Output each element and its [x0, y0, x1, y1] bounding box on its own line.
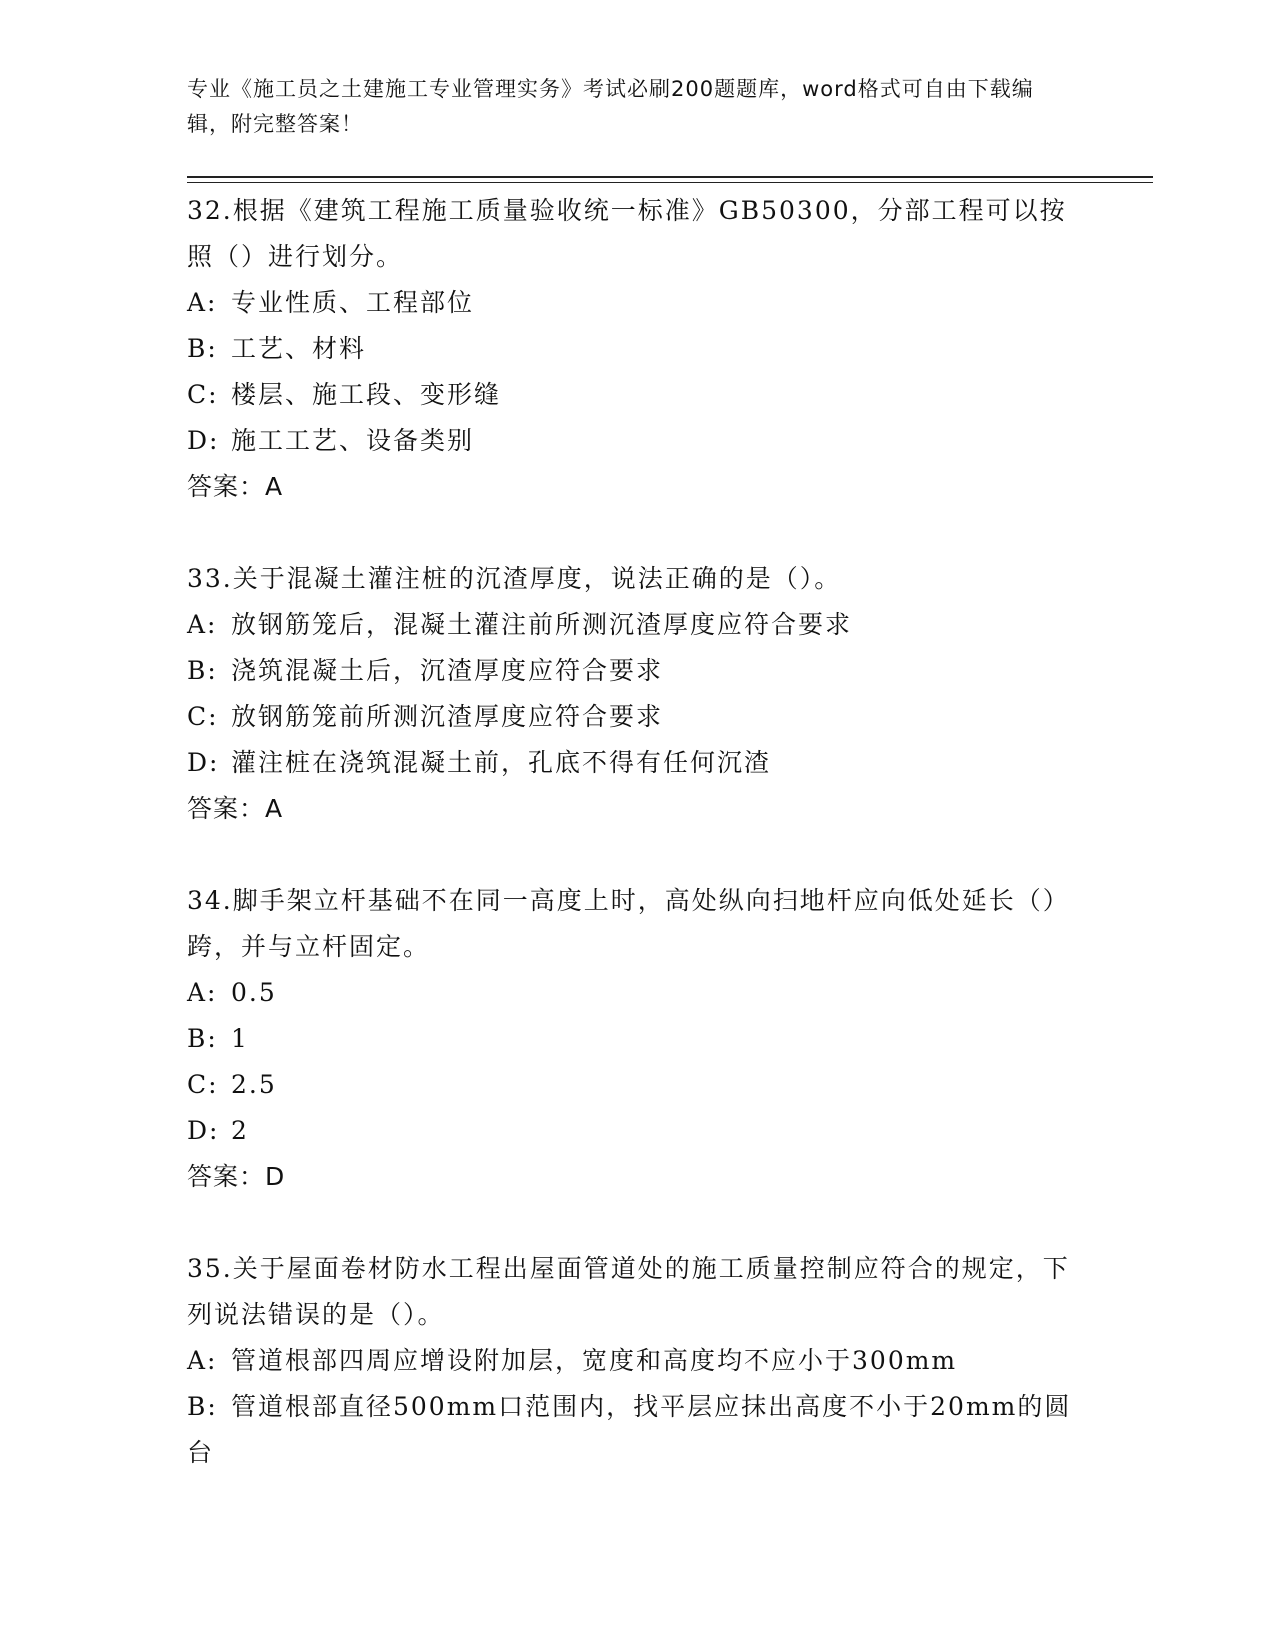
- option-text: 浇筑混凝土后，沉渣厚度应符合要求: [231, 656, 664, 685]
- option-text: 楼层、施工段、变形缝: [231, 380, 502, 409]
- question-stem: 33.关于混凝土灌注桩的沉渣厚度，说法正确的是（）。: [187, 564, 842, 593]
- option-text: 专业性质、工程部位: [231, 288, 475, 317]
- option-b: [187, 648, 1087, 694]
- option-letter: C:: [187, 702, 219, 731]
- option-letter: B:: [187, 334, 218, 363]
- option-letter: C:: [187, 1070, 219, 1099]
- answer-line: 答案：A: [187, 472, 284, 501]
- option-text: 1: [231, 1024, 249, 1053]
- question-33: [187, 556, 1087, 832]
- option-letter: D:: [187, 426, 220, 455]
- option-text: 工艺、材料: [231, 334, 367, 363]
- option-d: [187, 1108, 1087, 1154]
- question-list: [187, 188, 1087, 1522]
- option-text: 管道根部直径500mm口范围内，找平层应抹出高度不小于20mm的圆台: [187, 1392, 1072, 1467]
- option-b: [187, 326, 1087, 372]
- option-c: [187, 372, 1087, 418]
- option-letter: B:: [187, 1024, 218, 1053]
- header-divider-thick: [187, 176, 1153, 178]
- option-letter: B:: [187, 656, 218, 685]
- option-letter: C:: [187, 380, 219, 409]
- question-stem: 32.根据《建筑工程施工质量验收统一标准》GB50300，分部工程可以按照（）进行划分。: [187, 196, 1067, 271]
- option-a: [187, 280, 1087, 326]
- option-text: 0.5: [231, 978, 277, 1007]
- question-stem: 34.脚手架立杆基础不在同一高度上时，高处纵向扫地杆应向低处延长（）跨，并与立杆固定。: [187, 886, 1070, 961]
- answer-line: 答案：D: [187, 1162, 286, 1191]
- option-d: [187, 740, 1087, 786]
- question-32: [187, 188, 1087, 510]
- option-text: 放钢筋笼前所测沉渣厚度应符合要求: [231, 702, 664, 731]
- option-letter: A:: [187, 1346, 218, 1375]
- option-a: [187, 1338, 1087, 1384]
- option-letter: D:: [187, 1116, 220, 1145]
- option-text: 施工工艺、设备类别: [231, 426, 475, 455]
- option-b: [187, 1384, 1087, 1476]
- option-text: 放钢筋笼后，混凝土灌注前所测沉渣厚度应符合要求: [231, 610, 853, 639]
- question-stem: 35.关于屋面卷材防水工程出屋面管道处的施工质量控制应符合的规定，下列说法错误的是（）。: [187, 1254, 1070, 1329]
- question-35: [187, 1246, 1087, 1476]
- option-a: [187, 602, 1087, 648]
- document-header: 专业《施工员之土建施工专业管理实务》考试必刷200题题库，word格式可自由下载编辑，附完整答案！: [187, 77, 1034, 136]
- option-letter: A:: [187, 610, 218, 639]
- option-text: 灌注桩在浇筑混凝土前，孔底不得有任何沉渣: [231, 748, 772, 777]
- option-letter: B:: [187, 1392, 218, 1421]
- option-text: 2: [231, 1116, 249, 1145]
- option-letter: A:: [187, 288, 218, 317]
- option-b: [187, 1016, 1087, 1062]
- option-text: 2.5: [231, 1070, 277, 1099]
- option-c: [187, 694, 1087, 740]
- option-c: [187, 1062, 1087, 1108]
- option-letter: D:: [187, 748, 220, 777]
- option-letter: A:: [187, 978, 218, 1007]
- option-d: [187, 418, 1087, 464]
- answer-line: 答案：A: [187, 794, 284, 823]
- option-a: [187, 970, 1087, 1016]
- option-text: 管道根部四周应增设附加层，宽度和高度均不应小于300mm: [231, 1346, 958, 1375]
- question-34: [187, 878, 1087, 1200]
- header-divider-thin: [187, 182, 1153, 183]
